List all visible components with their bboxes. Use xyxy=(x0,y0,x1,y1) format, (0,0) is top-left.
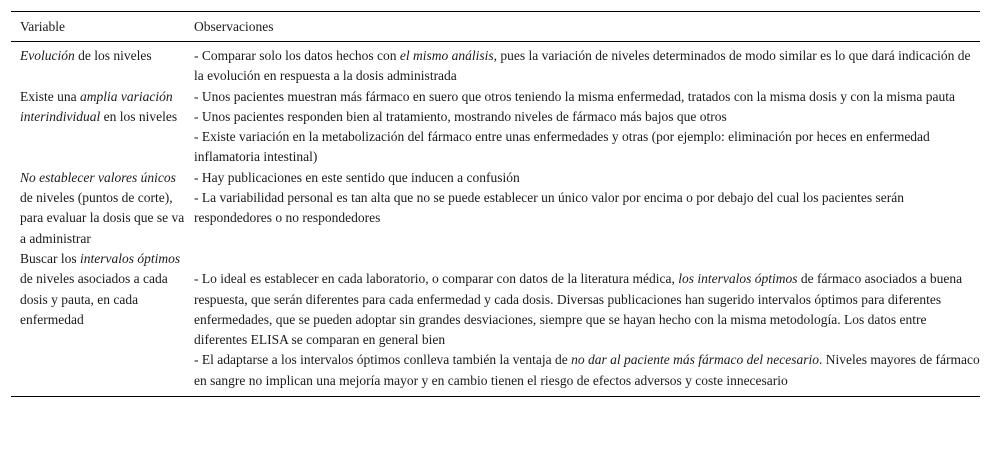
observation-run: el mismo análisis xyxy=(399,48,494,63)
variable-run: intervalos óptimos xyxy=(80,250,181,266)
header-variable: Variable xyxy=(20,18,65,34)
observation-item xyxy=(194,127,980,168)
observation-run: - Lo ideal es establecer en cada laboratorio, o comparar con datos de la literatura médica, xyxy=(194,271,679,287)
observation-run: de fármaco asociados a buena respuesta, que serán diferentes para cada enfermedad y cada dosis. Diversas publicaciones han sugerido intervalos óptimos para diferentes enfermedades, que se pueden adoptar sin grandes desviaciones, siempre que se hayan hecho con la misma metodología. Los datos entre diferentes ELISA se comparan en general bien xyxy=(194,271,963,348)
variable-cell xyxy=(11,87,193,168)
observation-run: no dar al paciente más fármaco del necesario xyxy=(571,352,819,368)
variable-run: de niveles asociados a cada dosis y pauta, en cada enfermedad xyxy=(20,271,168,327)
variable-cell xyxy=(11,46,193,87)
blank-line xyxy=(194,249,980,269)
observation-item xyxy=(194,46,980,87)
table-body xyxy=(11,42,980,396)
variable-run: de niveles (puntos de corte), para evaluar la dosis que se va a administrar xyxy=(20,190,185,246)
observations-cell xyxy=(193,168,980,249)
observation-item xyxy=(194,87,980,107)
table-row xyxy=(11,87,980,168)
observation-run: - Unos pacientes responden bien al tratamiento, mostrando niveles de fármaco más bajos que otros xyxy=(194,108,727,124)
observations-cell xyxy=(193,249,980,391)
observation-run: - El adaptarse a los intervalos óptimos conlleva también la ventaja de xyxy=(194,352,572,368)
observation-run: - Comparar solo los datos hechos con xyxy=(194,48,400,63)
observation-item xyxy=(194,168,980,188)
observation-run: - Unos pacientes muestran más fármaco en suero que otros teniendo la misma enfermedad, tratados con la misma dosis y con la misma pauta xyxy=(194,88,956,104)
observation-run: - La variabilidad personal es tan alta que no se puede establecer un único valor por encima o por debajo del cual los pacientes serán respondedores o no respondedores xyxy=(194,190,904,226)
variable-run: en los niveles xyxy=(100,108,178,124)
table-row xyxy=(11,168,980,249)
variable-run: amplia variación interindividual xyxy=(20,88,173,124)
header-observations: Observaciones xyxy=(194,18,274,34)
variable-run: No establecer valores únicos xyxy=(20,169,176,185)
variable-run: de los niveles xyxy=(74,48,152,63)
observation-run: . Niveles mayores de fármaco en sangre no implican una mejoría mayor y en cambio tienen el riesgo de efectos adversos y coste innecesario xyxy=(194,352,980,388)
observation-run: , pues la variación de niveles determinados de modo similar es lo que dará indicación de la evolución en respuesta a la dosis administrada xyxy=(194,48,971,84)
observations-table xyxy=(11,11,980,397)
variable-cell xyxy=(11,249,193,391)
variable-run: Existe una xyxy=(20,88,80,104)
observation-item xyxy=(194,269,980,350)
observation-item xyxy=(194,107,980,127)
table-header xyxy=(11,12,980,42)
table-row xyxy=(11,249,980,391)
observation-run: los intervalos óptimos xyxy=(678,271,798,287)
variable-run: Buscar los xyxy=(20,250,80,266)
observations-cell xyxy=(193,46,980,87)
observations-cell xyxy=(193,87,980,168)
table-row xyxy=(11,46,980,87)
variable-cell xyxy=(11,168,193,249)
variable-run: Evolución xyxy=(20,48,75,63)
observation-run: - Hay publicaciones en este sentido que inducen a confusión xyxy=(194,169,520,185)
observation-run: - Existe variación en la metabolización del fármaco entre unas enfermedades y otras (por ejemplo: eliminación por heces en enfermedad inflamatoria intestinal) xyxy=(194,129,930,165)
observation-item xyxy=(194,188,980,229)
observation-item xyxy=(194,350,980,391)
